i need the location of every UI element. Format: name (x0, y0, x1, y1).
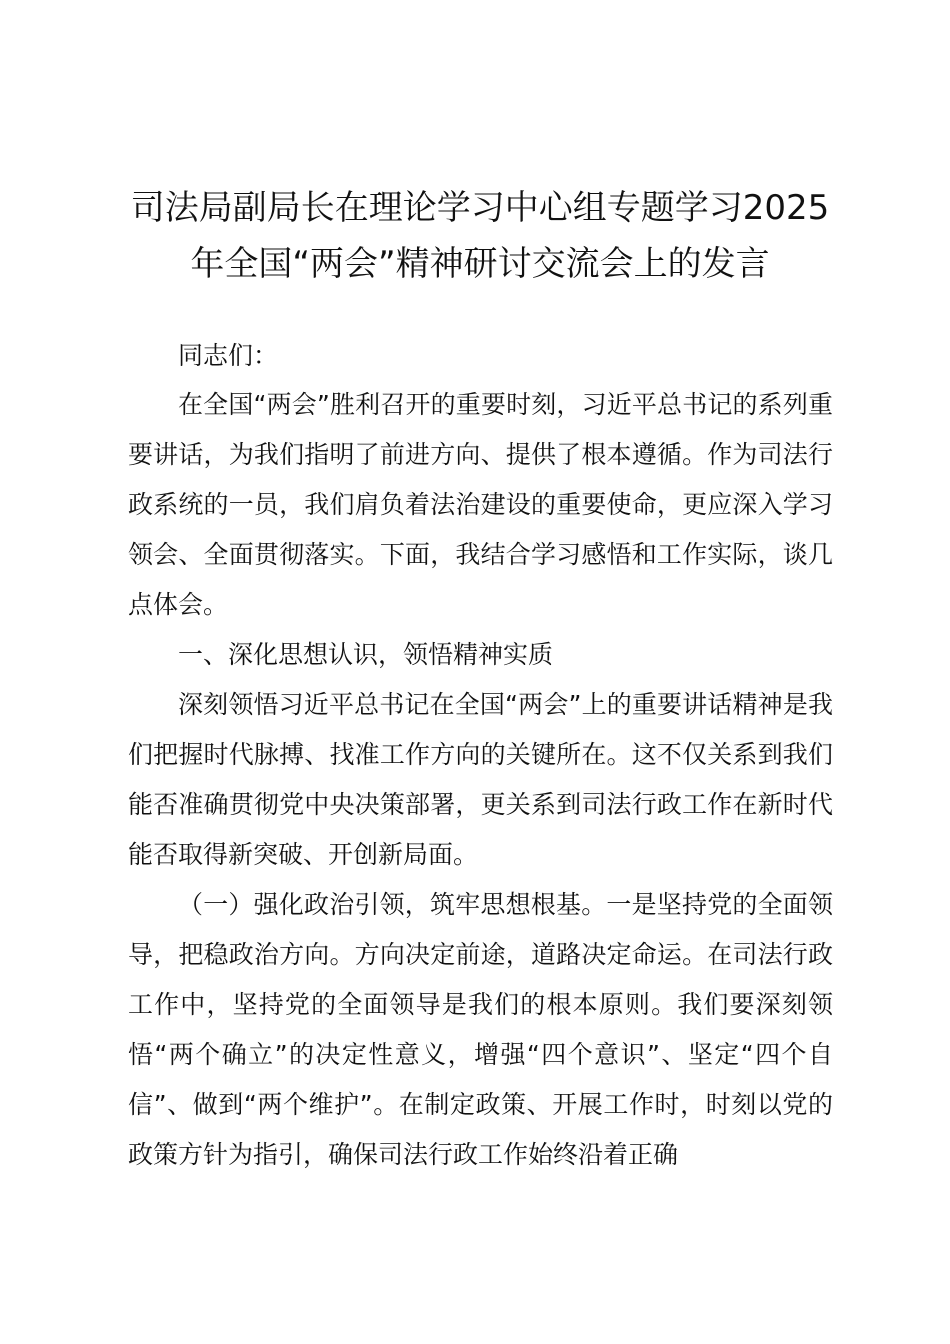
paragraph-section-1: 深刻领悟习近平总书记在全国“两会”上的重要讲话精神是我们把握时代脉搏、找准工作方向的关键所在。这不仅关系到我们能否准确贯彻党中央决策部署，更关系到司法行政工作在新时代能否取得新突破、开创新局面。 (128, 690, 833, 869)
document-title: 司法局副局长在理论学习中心组专题学习2025年全国“两会”精神研讨交流会上的发言 (130, 188, 830, 284)
salutation: 同志们： (178, 341, 279, 370)
paragraph-intro: 在全国“两会”胜利召开的重要时刻，习近平总书记的系列重要讲话，为我们指明了前进方向、提供了根本遵循。作为司法行政系统的一员，我们肩负着法治建设的重要使命，更应深入学习领会、全面贯彻落实。下面，我结合学习感悟和工作实际，谈几点体会。 (128, 390, 833, 619)
paragraph-subsection-1: （一）强化政治引领，筑牢思想根基。一是坚持党的全面领导，把稳政治方向。方向决定前途，道路决定命运。在司法行政工作中，坚持党的全面领导是我们的根本原则。我们要深刻领悟“两个确立”的决定性意义，增强“四个意识”、坚定“四个自信”、做到“两个维护”。在制定政策、开展工作时，时刻以党的政策方针为指引，确保司法行政工作始终沿着正确 (128, 890, 833, 1169)
section-heading-1: 一、深化思想认识，领悟精神实质 (178, 640, 554, 669)
